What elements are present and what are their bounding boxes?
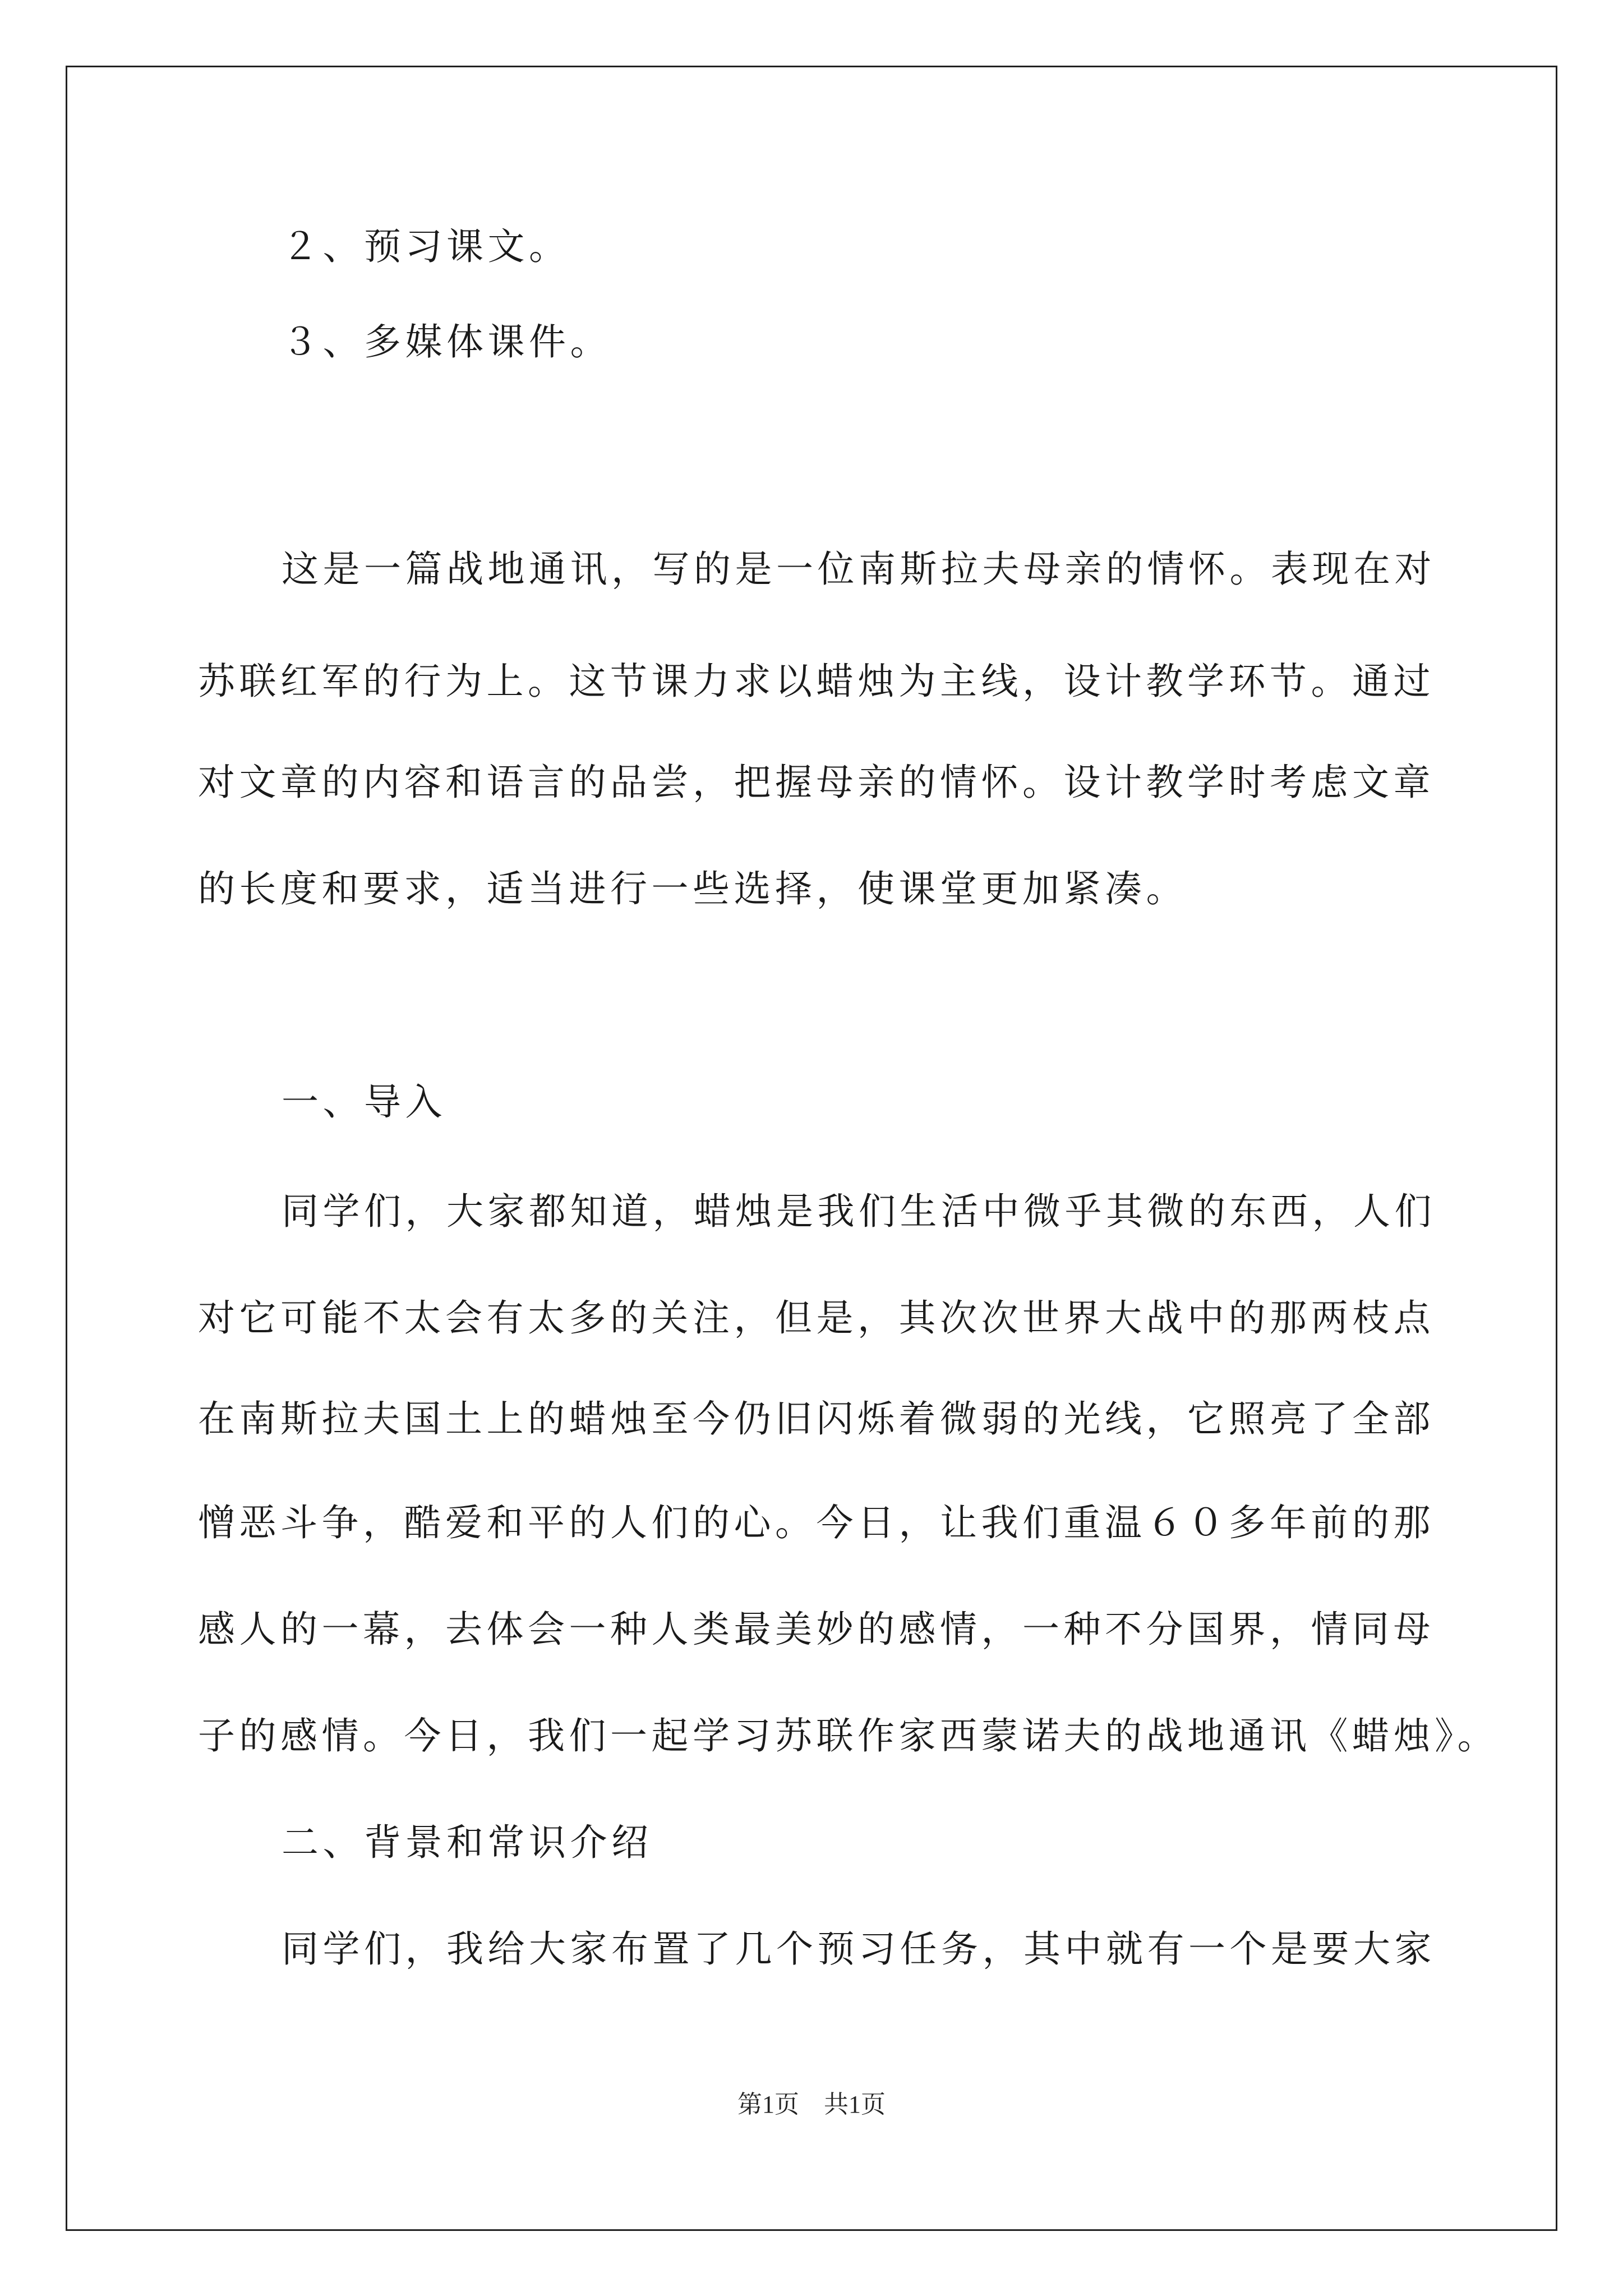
paragraph-line: ３、多媒体课件。	[282, 320, 611, 364]
paragraph-line: 感人的一幕，去体会一种人类最美妙的感情，一种不分国界，情同母	[198, 1608, 1435, 1651]
paragraph-line: 憎恶斗争，酷爱和平的人们的心。今日，让我们重温６０多年前的那	[198, 1501, 1435, 1544]
paragraph-line: ２、预习课文。	[282, 225, 570, 268]
paragraph-line: 苏联红军的行为上。这节课力求以蜡烛为主线，设计教学环节。通过	[198, 660, 1435, 703]
section-heading: 二、背景和常识介绍	[282, 1821, 653, 1864]
paragraph-line: 对文章的内容和语言的品尝，把握母亲的情怀。设计教学时考虑文章	[198, 761, 1435, 804]
paragraph-line: 同学们，我给大家布置了几个预习任务，其中就有一个是要大家	[282, 1927, 1436, 1971]
paragraph-line: 同学们，大家都知道，蜡烛是我们生活中微乎其微的东西，人们	[282, 1190, 1436, 1233]
page-footer: 第1页 共1页	[737, 2091, 886, 2118]
paragraph-line: 子的感情。今日，我们一起学习苏联作家西蒙诺夫的战地通讯《蜡烛》。	[198, 1714, 1498, 1757]
paragraph-line: 对它可能不太会有太多的关注，但是，其次次世界大战中的那两枝点	[198, 1296, 1435, 1340]
paragraph-line: 的长度和要求，适当进行一些选择，使课堂更加紧凑。	[198, 867, 1187, 910]
page-border	[66, 66, 1557, 2231]
section-heading: 一、导入	[282, 1080, 446, 1124]
paragraph-line: 在南斯拉夫国土上的蜡烛至今仍旧闪烁着微弱的光线，它照亮了全部	[198, 1397, 1435, 1441]
paragraph-line: 这是一篇战地通讯，写的是一位南斯拉夫母亲的情怀。表现在对	[282, 547, 1436, 591]
